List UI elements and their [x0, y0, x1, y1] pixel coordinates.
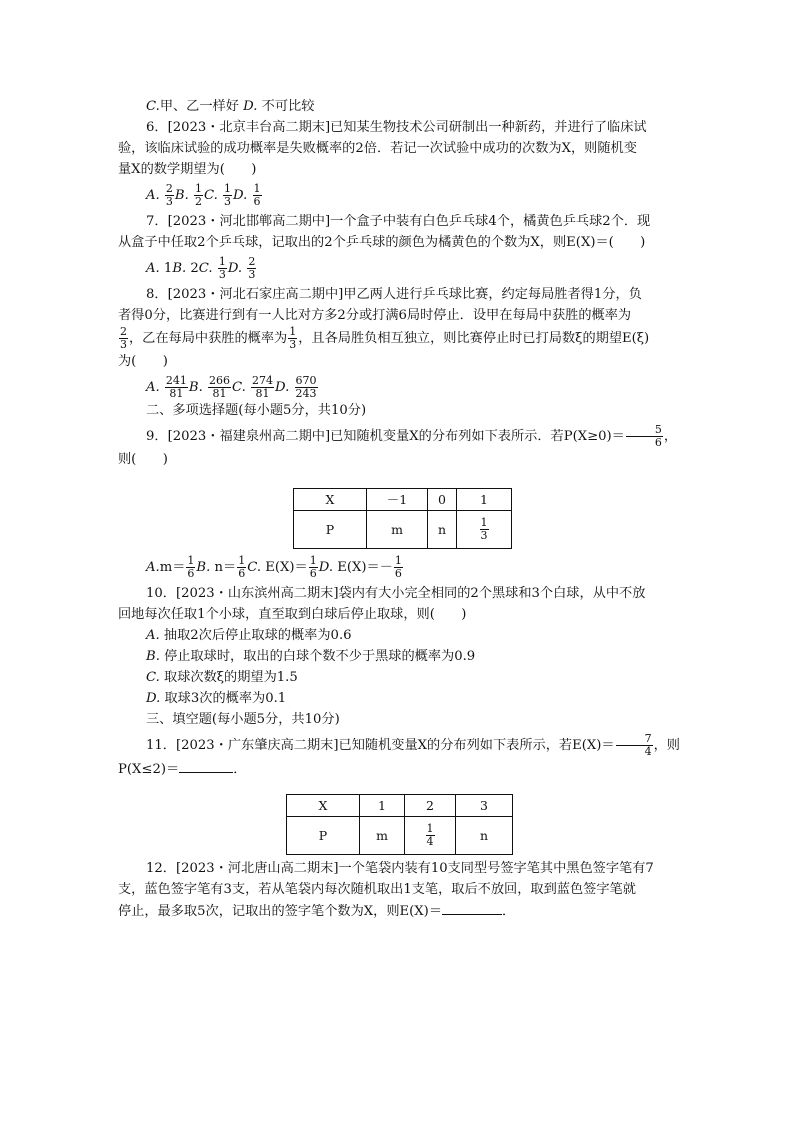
q10-option-b: B. 停止取球时，取出的白球个数不少于黑球的概率为0.9 — [146, 649, 476, 664]
q8-option-b-fraction: $\frac{266}{81}$ — [209, 374, 231, 400]
q7-option-a-letter: A. — [146, 261, 160, 276]
q7-option-d-fraction: $\frac{2}{3}$ — [248, 255, 256, 281]
q9-option-c-letter: C. — [247, 560, 262, 575]
q7-options — [118, 256, 684, 281]
table-header-cell: X — [287, 795, 360, 817]
q8-option-d-fraction: $\frac{670}{243}$ — [295, 374, 317, 400]
table-header-cell: 0 — [428, 489, 457, 511]
q9-stem-line2: 则( ) — [118, 452, 168, 467]
q6-options — [118, 183, 684, 208]
table-cell — [457, 511, 512, 549]
table-row — [294, 489, 512, 511]
table-cell: P — [287, 817, 360, 855]
table-header-cell: －1 — [367, 489, 428, 511]
q7-option-b-letter: B. — [172, 261, 187, 276]
table-header-cell: 1 — [360, 795, 405, 817]
table-header-cell: 3 — [456, 795, 513, 817]
q8-option-c-fraction: $\frac{274}{81}$ — [252, 374, 274, 400]
q9-options: A.m＝ $\frac{1}{6}$ B. n＝ $\frac{1}{6}$ C. E(X)＝ $\frac{1}{6}$ D. E(X)＝－ $\frac{1}{6}$ — [146, 554, 402, 580]
table-cell — [405, 817, 456, 855]
table-header-cell: X — [294, 489, 367, 511]
table-header-cell: 1 — [457, 489, 512, 511]
q11-answer-blank[interactable] — [179, 758, 233, 773]
q6-option-a-fraction: $\frac{2}{3}$ — [165, 182, 173, 208]
q7-option-c-letter: C. — [198, 261, 213, 276]
q10-stem-line1: 10．[2023・山东滨州高二期末]袋内有大小完全相同的2个黑球和3个白球，从中不放 — [146, 586, 646, 601]
q9-option-d-letter: D. — [318, 560, 334, 575]
q8-prob-yi-fraction: $\frac{1}{3}$ — [289, 325, 297, 351]
worksheet-page — [118, 96, 684, 922]
q6-stem-line1: 6．[2023・北京丰台高二期末]已知某生物技术公司研制出一种新药，并进行了临床试 — [146, 120, 647, 135]
section-heading-multiple-choice: 二、多项选择题(每小题5分，共10分) — [146, 403, 367, 418]
q6-option-c-fraction: $\frac{1}{3}$ — [224, 182, 232, 208]
q11-table-fraction: $\frac{1}{4}$ — [426, 822, 434, 848]
q7-stem-line1: 7．[2023・河北邯郸高二期中]一个盒子中装有白色乒乓球4个，橘黄色乒乓球2个．现 — [146, 214, 651, 229]
q5-option-d-text: 不可比较 — [261, 99, 315, 114]
table-cell: n — [456, 817, 513, 855]
q9-option-a-letter: A. — [146, 560, 160, 575]
q6-option-b-fraction: $\frac{1}{2}$ — [195, 182, 203, 208]
q12-stem-line1: 12．[2023・河北唐山高二期末]一个笔袋内装有10支同型号签字笔其中黑色签字笔有7 — [146, 861, 654, 876]
table-cell: n — [428, 511, 457, 549]
q7-option-b-value: 2 — [190, 261, 199, 276]
q8-stem-line4: 为( ) — [118, 354, 168, 369]
q5-option-c-text: 甲、乙一样好 — [159, 99, 239, 114]
q9-distribution-table — [293, 488, 512, 549]
q7-option-a-value: 1 — [163, 261, 173, 276]
q8-stem-line1: 8．[2023・河北石家庄高二期中]甲乙两人进行乒乓球比赛，约定每局胜者得1分，负 — [146, 287, 642, 302]
q6-option-b-letter: B. — [174, 188, 189, 203]
q9-option-c-fraction: $\frac{1}{6}$ — [309, 554, 317, 580]
q5-option-d-letter: D. — [243, 99, 258, 114]
q10-option-a: A. 抽取2次后停止取球的概率为0.6 — [146, 628, 352, 643]
q9-condition-fraction: $\frac{5}{6}$ — [626, 424, 663, 449]
q6-option-c-letter: C. — [204, 188, 218, 203]
q11-stem-line2: P(X≤2)＝ ． — [118, 758, 684, 780]
q12-answer-blank[interactable] — [442, 900, 502, 915]
q12-stem-line2: 支，蓝色签字笔有3支，若从笔袋内每次随机取出1支笔，取后不放回，取到蓝色签字笔就 — [118, 882, 636, 897]
q11-distribution-table — [286, 794, 513, 855]
table-cell: m — [367, 511, 428, 549]
q12-stem-line3: 停止，最多取5次，记取出的签字笔个数为X，则E(X)＝ ． — [118, 900, 684, 922]
table-row — [287, 817, 513, 855]
q8-stem-line3: $\frac{2}{3}$ ，乙在每局中获胜的概率为 $\frac{1}{3}$ ，且各局胜负相互独立，则比赛停止时已打局数ξ的期望E(ξ) — [120, 325, 650, 351]
q8-option-a-letter: A. — [146, 380, 160, 395]
q6-option-a-letter: A. — [146, 188, 160, 203]
q7-option-c-fraction: $\frac{1}{3}$ — [218, 255, 226, 281]
q10-option-c: C. 取球次数ξ的期望为1.5 — [146, 670, 298, 685]
section-heading-fill-in: 三、填空题(每小题5分，共10分) — [146, 712, 340, 727]
table-row — [287, 795, 513, 817]
table-cell: m — [360, 817, 405, 855]
q8-stem-line2: 者得0分，比赛进行到有一人比对方多2分或打满6局时停止．设甲在每局中获胜的概率为 — [118, 308, 632, 323]
q8-option-d-letter: D. — [275, 380, 290, 395]
q8-options — [118, 375, 684, 400]
q6-stem-line2: 验，该临床试验的成功概率是失败概率的2倍．若记一次试验中成功的次数为X，则随机变 — [118, 141, 637, 156]
table-cell: P — [294, 511, 367, 549]
q9-option-b-letter: B. — [196, 560, 211, 575]
table-row — [294, 511, 512, 549]
q11-expectation-fraction: $\frac{7}{4}$ — [616, 733, 653, 758]
q9-option-d-fraction: $\frac{1}{6}$ — [394, 554, 402, 580]
q8-option-a-fraction: $\frac{241}{81}$ — [165, 374, 187, 400]
q11-stem-line1: 11．[2023・广东肇庆高二期末]已知随机变量X的分布列如下表所示，若E(X)＝ $\frac{7}{4}$ ，则 — [146, 732, 680, 758]
q5-option-c-letter: C. — [146, 99, 160, 114]
q9-stem-line1: 9．[2023・福建泉州高二期中]已知随机变量X的分布列如下表所示．若P(X≥0)＝ $\frac{5}{6}$ ， — [146, 423, 678, 449]
q9-option-b-fraction: $\frac{1}{6}$ — [238, 554, 246, 580]
q9-table-fraction: $\frac{1}{3}$ — [480, 516, 488, 542]
q8-prob-jia-fraction: $\frac{2}{3}$ — [120, 325, 127, 351]
q7-stem-line2: 从盒子中任取2个乒乓球，记取出的2个乒乓球的颜色为橘黄色的个数为X，则E(X)＝( ) — [118, 235, 646, 250]
q6-option-d-fraction: $\frac{1}{6}$ — [253, 182, 261, 208]
q7-option-d-letter: D. — [227, 261, 243, 276]
q10-stem-line2: 回地每次任取1个小球，直至取到白球后停止取球，则( ) — [118, 607, 467, 622]
q6-option-d-letter: D. — [233, 188, 248, 203]
q10-option-d: D. 取球3次的概率为0.1 — [146, 691, 287, 706]
q8-option-c-letter: C. — [232, 380, 246, 395]
q5-options-cd — [118, 96, 684, 117]
q6-stem-line3: 量X的数学期望为( ) — [118, 162, 257, 177]
q8-option-b-letter: B. — [188, 380, 203, 395]
table-header-cell: 2 — [405, 795, 456, 817]
q9-option-a-fraction: $\frac{1}{6}$ — [187, 554, 195, 580]
